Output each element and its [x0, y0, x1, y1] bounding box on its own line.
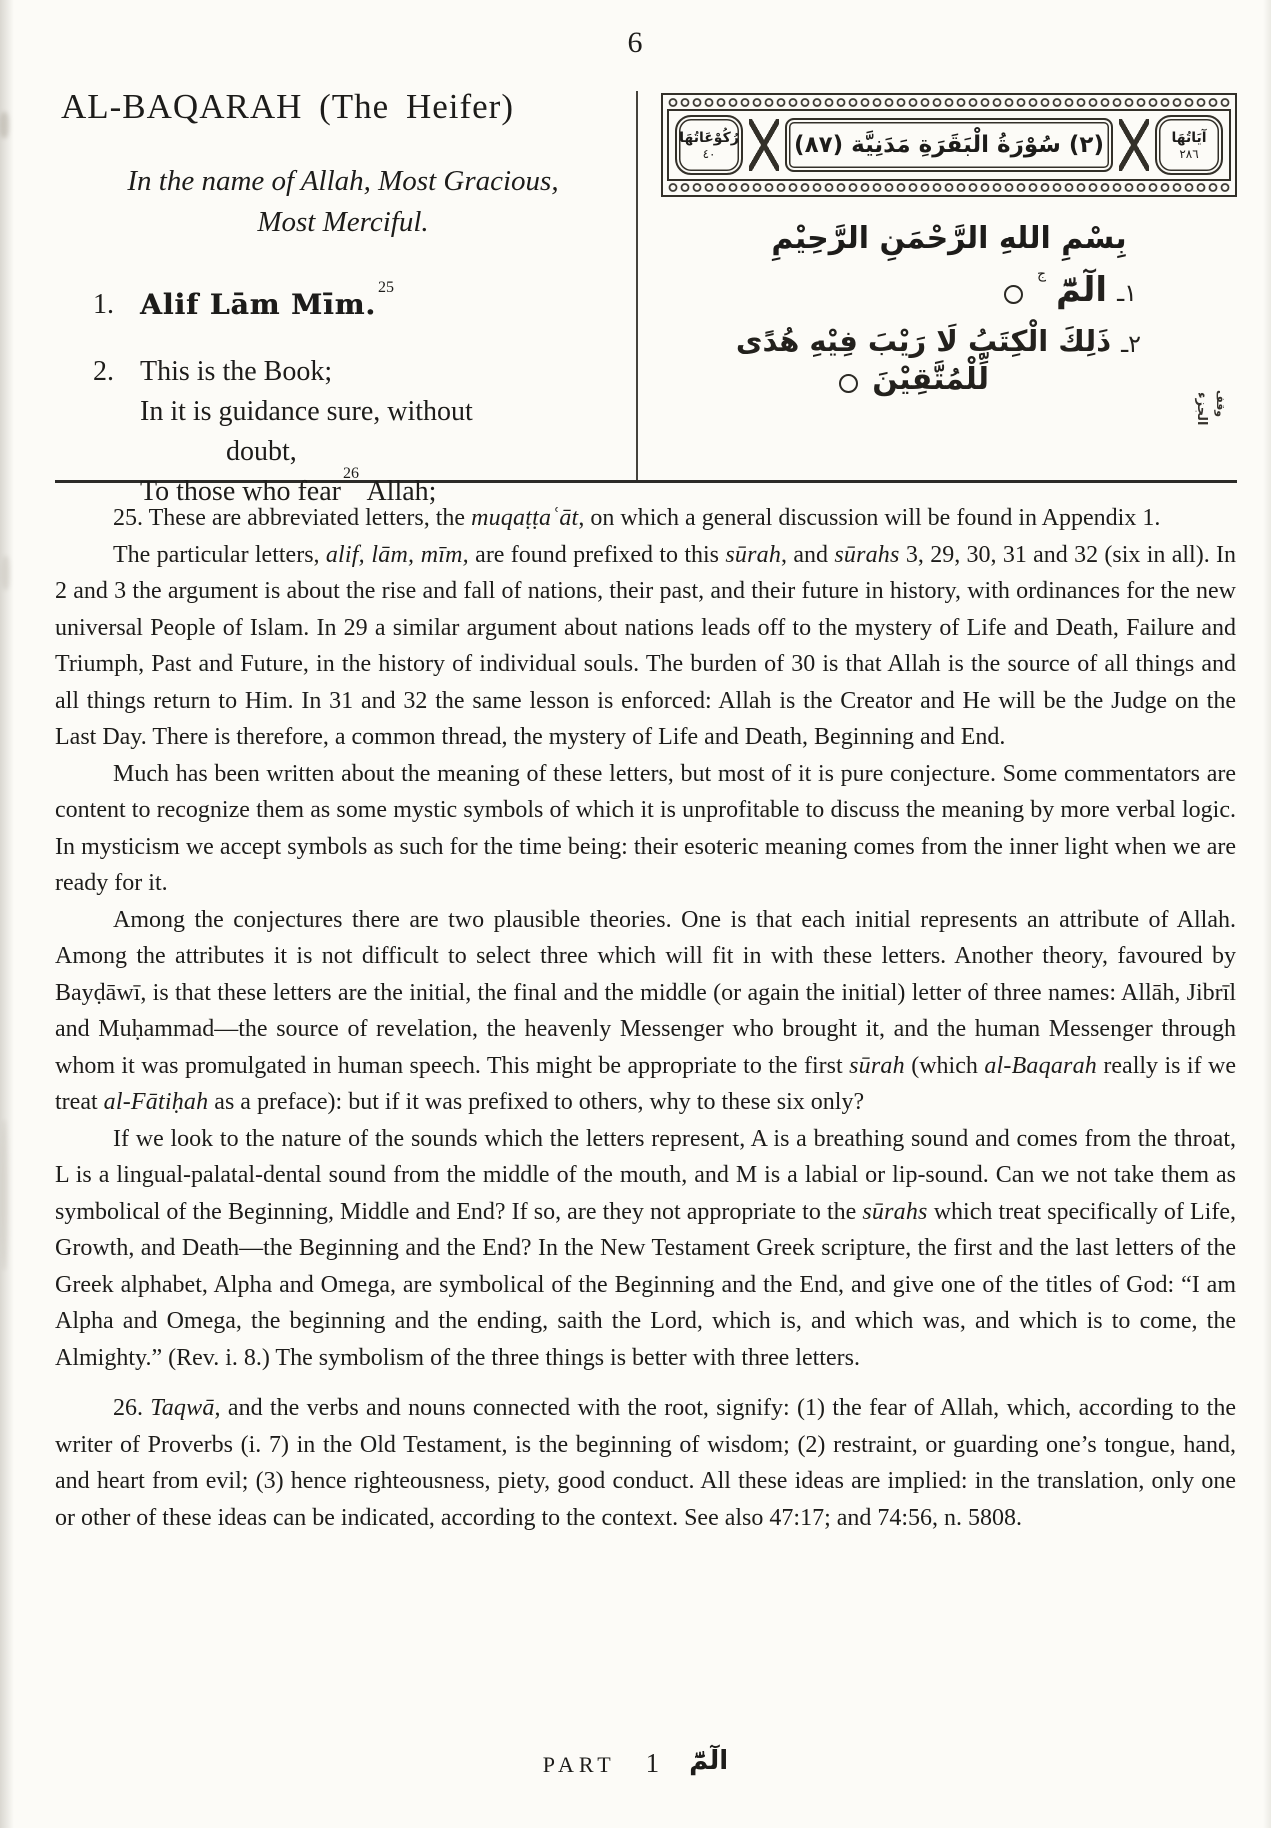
- english-column: [55, 73, 631, 512]
- commentary-paragraph: Much has been written about the meaning of these letters, but most of it is pure conjecture. Some commentators are content to recognize them as some mystic symbols of which it is unprofitable to discuss the meaning by more verbal logic. In mysticism we accept symbols as such for the time being: their esoteric meaning comes from the inner light when we are ready for it.: [55, 760, 1236, 896]
- part-number: 1: [645, 1748, 660, 1778]
- pause-mark: ج: [1036, 266, 1046, 282]
- verse-1-text: Alif Lām Mīm.$^{25}$: [140, 278, 395, 321]
- verse-line: To those who fear$^{26}$ Allah;: [140, 464, 437, 507]
- surah-name-arabic: (٢) سُوْرَةُ الْبَقَرَةِ مَدَنِيَّة (٨٧): [785, 118, 1113, 172]
- rukus-count-cartouche: [675, 115, 743, 175]
- page-footer: [0, 1748, 1271, 1779]
- bismillah-translation: [55, 161, 631, 243]
- bismillah-arabic: بِسْمِ اللهِ الرَّحْمَنِ الرَّحِيْمِ: [771, 221, 1127, 256]
- scan-artifact: [0, 112, 9, 138]
- verse-2-number: 2.: [93, 356, 114, 387]
- scan-edge-shadow: [0, 0, 14, 1828]
- verses-count-cartouche: [1155, 115, 1223, 175]
- column-divider: [636, 91, 638, 480]
- verse-2-arabic-text-1: ذَلِكَ الْكِتَبُ لَا رَيْبَ فِيْهِ هُدًى: [735, 324, 1112, 358]
- banner-scallop-top: [667, 98, 1231, 107]
- scan-artifact: [2, 556, 10, 590]
- margin-note-left: وقف: [1214, 389, 1227, 417]
- verse-2-arabic-text-2: لِّلْمُتَّقِيْنَ: [872, 362, 989, 397]
- surah-ornamental-banner: [661, 93, 1237, 197]
- verse-line: doubt,: [226, 436, 297, 467]
- surah-header-section: [55, 73, 1237, 507]
- verse-1-number: 1.: [93, 289, 114, 320]
- part-label: PART: [542, 1752, 616, 1777]
- juz-margin-note: [1194, 339, 1227, 425]
- commentary-paragraph: The particular letters, alif, lām, mīm, are found prefixed to this sūrah, and sūrahs 3, 29, 30, 31 and 32 (six in all). In 2 and 3 the argument is about the rise and fall of nations, their past, and their future in history, with ordinances for the new universal People of Islam. In 29 a similar argument about nations leads off to the mystery of Life and Death, Failure and Triumph, Past and Future, in the history of individual souls. The burden of 30 is that Allah is the source of all things and all things return to Him. In 31 and 32 the same lesson is enforced: Allah is the Creator and He will be the Judge on the Last Day. There is therefore, a common thread, the mystery of Life and Death, Beginning and End.: [55, 541, 1237, 750]
- commentary-paragraph: 25. These are abbreviated letters, the muqaṭṭaʿāt, on which a general discussion will be found in Appendix 1.: [113, 505, 1161, 531]
- commentary-paragraph: Among the conjectures there are two plausible theories. One is that each initial represents an attribute of Allah. Among the attributes it is not difficult to select three which will fit in with these letters. Another theory, favoured by Bayḍāwī, is that these letters are the initial, the final and the middle (or again the initial) letter of three names: Allāh, Jibrīl and Muḥammad—the source of revelation, the heavenly Messenger who brought it, and the human Messenger through whom it was promulgated in human speech. This might be appropriate to the first sūrah (which al-Baqarah really is if we treat al-Fātiḥah as a preface): but if it was prefixed to others, why to these six only?: [55, 906, 1236, 1115]
- banner-scallop-bottom: [667, 183, 1231, 192]
- arabic-column: [661, 73, 1237, 425]
- verses-count-label: آيَاتُهَا: [1171, 129, 1207, 146]
- verse-1-arabic-text: الٓمّٓ: [1055, 270, 1108, 310]
- commentary-paragraph: If we look to the nature of the sounds which the letters represent, A is a breathing sound and comes from the throat, L is a lingual-palatal-dental sound from the middle of the mouth, and M is a labial or lip-sound. Can we not take them as symbolical of the Beginning, Middle and End? If so, are they not appropriate to the sūrahs which treat specifically of Life, Growth, and Death—the Beginning and the End? In the New Testament Greek scripture, the first and the last letters of the Greek alphabet, Alpha and Omega, are symbolical of the Beginning and the End, and give one of the titles of God: “I am Alpha and Omega, the beginning and the ending, saith the Lord, which is, and which was, and which is to come, the Almighty.” (Rev. i. 8.) The symbolism of the three things is better with three letters.: [55, 1125, 1236, 1371]
- commentary-paragraph: 26. Taqwā, and the verbs and nouns connected with the root, signify: (1) the fear of Allah, which, according to the writer of Proverbs (i. 7) in the Old Testament, is the beginning of wisdom; (2) restraint, or guarding one’s tongue, hand, and heart from evil; (3) hence righteousness, piety, good conduct. All these ideas are implied: in the translation, only one or other of these ideas can be indicated, according to the context. See also 47:17; and 74:56, n. 5808.: [55, 1395, 1236, 1531]
- verse-1-english: [55, 278, 631, 326]
- end-of-ayah-circle: [1004, 285, 1023, 304]
- rukus-count-value: ٤٠: [702, 146, 716, 161]
- verses-count-value: ٢٨٦: [1179, 146, 1199, 161]
- scan-artifact: [1, 1120, 8, 1270]
- verse-2-arabic-line-2: [661, 362, 1237, 397]
- rukus-count-label: رُكُوْعَاتُهَا: [679, 129, 739, 146]
- verse-2-lines: [140, 352, 631, 512]
- verse-1-arabic-number: ١ـ: [1117, 279, 1137, 307]
- verse-line: In it is guidance sure, without: [140, 396, 473, 427]
- verse-2-arabic-number: ٢ـ: [1121, 330, 1141, 358]
- banner-cross-ornament: [749, 119, 779, 171]
- verse-2-english: [55, 352, 631, 512]
- verse-1-arabic: [661, 266, 1237, 310]
- margin-note-right: الجزء: [1194, 391, 1209, 425]
- commentary: [55, 500, 1236, 1536]
- page-number: 6: [627, 26, 644, 59]
- scan-edge-shadow-right: [1263, 0, 1271, 1828]
- verse-line: This is the Book;: [140, 356, 333, 387]
- banner-cross-ornament: [1119, 119, 1149, 171]
- banner-inner-frame: [667, 109, 1231, 181]
- part-arabic-glyph: الٓمّٓ: [689, 1746, 729, 1776]
- bismillah-line-1: In the name of Allah, Most Gracious,: [127, 165, 559, 197]
- verse-2-arabic-line-1: [661, 324, 1237, 358]
- surah-title: AL-BAQARAH (The Heifer): [61, 87, 514, 126]
- bismillah-line-2: Most Merciful.: [257, 206, 429, 238]
- end-of-ayah-circle: [839, 374, 858, 393]
